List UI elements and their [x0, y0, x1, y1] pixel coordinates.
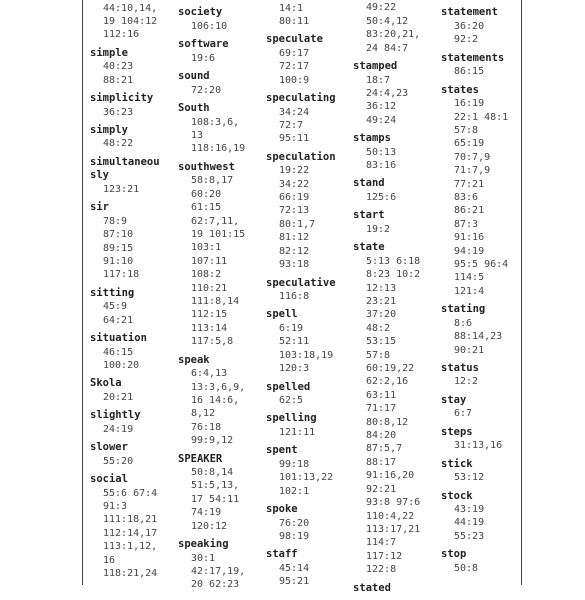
page-line-references: 6:19 52:11 103:18,19 120:3 [279, 322, 334, 375]
page-line-references: 16:19 22:1 48:1 57:8 65:19 70:7,9 71:7,9 77:21 83:6 86:21 87:3 91:16 94:19 95:5 96:4 114:5 121:4 [454, 98, 509, 297]
page-line-references: 48:22 [103, 138, 134, 150]
index-term: staff [266, 548, 298, 561]
index-entry [266, 444, 354, 498]
page-line-references: 86:15 [454, 66, 485, 78]
page-line-references: 62:5 [279, 395, 304, 407]
index-entry [266, 503, 354, 543]
page-line-references: 125:6 [366, 191, 397, 203]
page-line-references: 123:21 [103, 183, 140, 195]
index-entry [266, 548, 354, 588]
page-line-references: 20:21 [103, 391, 134, 403]
page-line-references: 46:15 100:20 [103, 346, 140, 371]
page-line-references: 50:8,14 51:5,13, 17 54:11 74:19 120:12 [191, 467, 240, 532]
index-entry [178, 70, 266, 97]
page-line-references [178, 0, 266, 1]
index-entry [178, 6, 266, 33]
index-term: sitting [90, 286, 135, 299]
index-column [266, 0, 354, 594]
index-entry [178, 453, 266, 534]
index-term: slower [90, 441, 128, 454]
index-entry [90, 0, 178, 42]
page-line-references: 14:1 80:11 [279, 2, 310, 27]
index-term: steps [441, 425, 473, 438]
page-line-references: 19:2 [366, 223, 391, 235]
index-term: stick [441, 457, 473, 470]
index-term: southwest [178, 160, 235, 173]
index-term: status [441, 361, 479, 374]
index-entry [441, 458, 529, 485]
index-entry [90, 92, 178, 119]
index-term: stating [441, 303, 486, 316]
index-entry [441, 490, 529, 544]
index-term: speculative [266, 276, 336, 289]
page-line-references: 34:24 72:7 95:11 [279, 106, 310, 145]
page-line-references: 24:19 [103, 423, 134, 435]
page-line-references: 53:12 [454, 472, 485, 484]
page-line-references: 12:2 [454, 376, 479, 388]
page-line-references: 72:20 [191, 84, 222, 96]
page-line-references: 50:8 [454, 562, 479, 574]
index-entry [441, 426, 529, 453]
page-line-references: 55:20 [103, 455, 134, 467]
index-term: speculate [266, 33, 323, 46]
index-entry [266, 277, 354, 304]
index-entry [266, 33, 354, 87]
index-entry [441, 362, 529, 389]
index-column [90, 0, 178, 585]
index-term: spelled [266, 380, 311, 393]
page-line-references: 36:23 [103, 106, 134, 118]
index-entry [90, 441, 178, 468]
page-line-references: 6:4,13 13:3,6,9, 16 14:6, 8,12 76:18 99:9,12 [191, 368, 246, 447]
index-term: spell [266, 308, 298, 321]
page-line-references: 45:14 95:21 [279, 562, 310, 588]
page-line-references: 116:8 [279, 291, 310, 302]
page-line-references: 30:1 42:17,19, 20 62:23 [191, 552, 246, 591]
index-term: Skola [90, 377, 122, 390]
page-line-references: 55:6 67:4 91:3 111:18,21 112:14,17 113:1,12, 16 118:21,24 [103, 487, 158, 580]
index-term: spent [266, 444, 298, 457]
index-term: statement [441, 6, 498, 19]
page-line-references: 36:20 92:2 [454, 20, 485, 46]
page-line-references: 6:7 [454, 408, 473, 420]
index-entry [441, 84, 529, 299]
index-entry [266, 151, 354, 272]
index-entry [441, 303, 529, 357]
index-term: stated [353, 581, 391, 594]
left-border [82, 0, 83, 585]
index-entry [441, 6, 529, 46]
index-entry [353, 241, 441, 576]
page-line-references: 45:9 64:21 [103, 301, 134, 326]
page-line-references: 108:3,6, 13 118:16,19 [191, 116, 246, 155]
index-entry [90, 332, 178, 372]
index-entry [266, 381, 354, 408]
page-line-references: 44:10,14, 19 104:12 112:16 [103, 2, 158, 41]
index-entry [90, 201, 178, 282]
index-term: software [178, 38, 229, 51]
index-column [441, 0, 529, 580]
index-term: speaking [178, 538, 229, 551]
index-term: start [353, 209, 385, 222]
page-line-references [441, 0, 529, 1]
index-term: simultaneou sly [90, 155, 160, 182]
index-column [353, 0, 441, 600]
index-term: situation [90, 332, 147, 345]
index-entry [353, 582, 441, 596]
index-entry [353, 60, 441, 127]
index-term: statements [441, 51, 505, 64]
page-line-references: 106:10 [191, 20, 228, 32]
page-line-references: 121:11 [279, 426, 316, 438]
index-entry [353, 132, 441, 172]
page-line-references: 8:6 88:14,23 90:21 [454, 317, 503, 356]
index-term: stay [441, 393, 467, 406]
index-entry [90, 47, 178, 87]
index-term: states [441, 83, 479, 96]
index-term: slightly [90, 409, 141, 422]
page-line-references: 19:22 34:22 66:19 72:13 80:1,7 81:12 82:12 93:18 [279, 165, 316, 271]
index-entry [441, 0, 529, 1]
index-entry [178, 538, 266, 592]
index-term: stamps [353, 132, 391, 145]
index-term: stock [441, 489, 473, 502]
index-entry [266, 308, 354, 375]
page-line-references: 43:19 44:19 55:23 [454, 504, 485, 542]
index-term: spoke [266, 503, 298, 516]
index-term: sound [178, 70, 210, 83]
page-line-references: 49:22 50:4,12 83:20,21, 24 84:7 [366, 2, 421, 54]
index-term: speculating [266, 92, 336, 105]
index-entry [441, 548, 529, 575]
index-term: simple [90, 46, 128, 59]
index-term: social [90, 473, 128, 486]
index-term: state [353, 241, 385, 254]
index-entry [353, 209, 441, 236]
index-entry [178, 0, 266, 1]
index-entry [353, 177, 441, 204]
index-entry [90, 156, 178, 196]
index-entry [266, 92, 354, 146]
index-entry [441, 52, 529, 79]
index-term: South [178, 102, 210, 115]
index-entry [90, 409, 178, 436]
page-line-references: 99:18 101:13,22 102:1 [279, 458, 334, 497]
index-term: society [178, 6, 223, 19]
index-entry [178, 354, 266, 448]
index-entry [178, 161, 266, 349]
index-term: speak [178, 353, 210, 366]
index-term: stop [441, 548, 467, 561]
index-entry [266, 0, 354, 28]
index-entry [266, 412, 354, 439]
page-line-references: 58:8,17 60:20 61:15 62:7,11, 19 101:15 103:1 107:11 108:2 110:21 111:8,14 112:15 113:14 117:5,8 [191, 175, 246, 348]
page-line-references: 50:13 83:16 [366, 146, 397, 172]
index-entry [353, 0, 441, 55]
page-line-references: 78:9 87:10 89:15 91:10 117:18 [103, 215, 140, 281]
page-line-references: 31:13,16 [454, 440, 503, 452]
index-term: SPEAKER [178, 452, 223, 465]
index-term: stamped [353, 60, 398, 73]
index-term: sir [90, 201, 109, 214]
index-term: simply [90, 123, 128, 136]
page-line-references: 18:7 24:4,23 36:12 49:24 [366, 74, 409, 126]
index-entry [441, 394, 529, 421]
index-entry [178, 38, 266, 65]
index-entry [90, 377, 178, 404]
index-entry [90, 473, 178, 580]
index-term: simplicity [90, 92, 154, 105]
index-entry [178, 102, 266, 156]
index-column [178, 0, 266, 597]
page-line-references: 40:23 88:21 [103, 61, 134, 86]
index-term: stand [353, 177, 385, 190]
index-entry [90, 287, 178, 327]
index-entry [90, 124, 178, 151]
page-line-references: 5:13 6:18 8:23 10:2 12:13 23:21 37:20 48:2 53:15 57:8 60:19,22 62:2,16 63:11 71:17 80:8,12 84:20 87:5,7 88:17 91:16,20 92:21 93:8 97:6 110:4,22 113:17,21 114:7 117:12 122:8 [366, 255, 421, 576]
page-line-references: 69:17 72:17 100:9 [279, 47, 310, 86]
index-term: speculation [266, 150, 336, 163]
page-line-references: 19:6 [191, 52, 216, 64]
index-term: spelling [266, 412, 317, 425]
page-line-references: 76:20 98:19 [279, 517, 310, 542]
